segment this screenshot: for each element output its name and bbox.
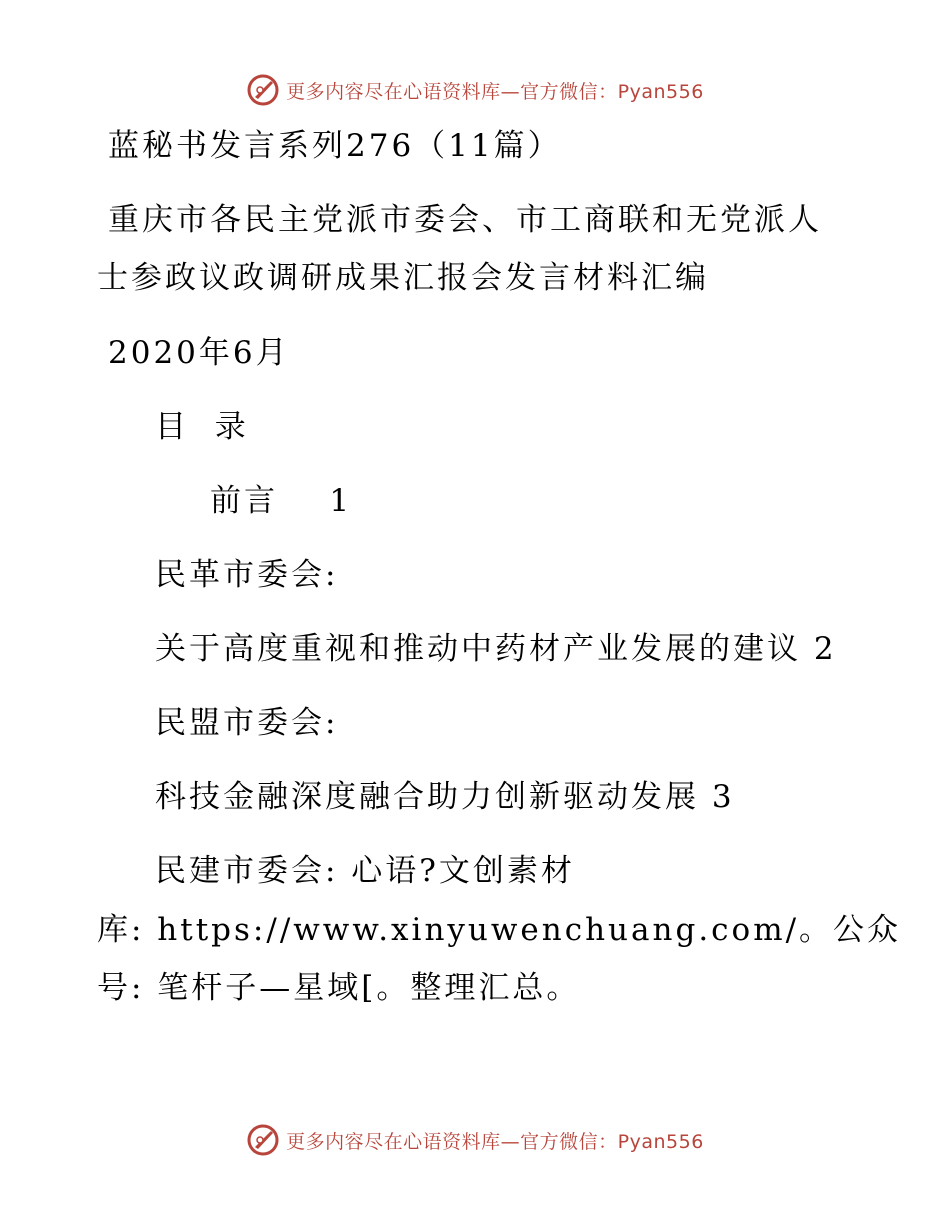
watermark-footer [0, 1120, 950, 1160]
toc-section-minjian: 民建市委会: 心语?文创素材 [155, 853, 575, 889]
watermark-text: 更多内容尽在心语资料库—官方微信：Pyan556 [286, 80, 704, 103]
main-title-line-2: 士参政议政调研成果汇报会发言材料汇编 [97, 260, 709, 296]
quill-seal-icon [246, 1123, 280, 1157]
toc-section-minge: 民革市委会: [155, 557, 339, 593]
document-date: 2020年6月 [108, 335, 290, 371]
toc-section-minmeng: 民盟市委会: [155, 705, 339, 741]
quill-seal-icon [246, 73, 280, 107]
footer-line-2: 号: 笔杆子—星域[。整理汇总。 [97, 970, 581, 1006]
toc-heading: 目 录 [155, 409, 249, 445]
main-title-line-1: 重庆市各民主党派市委会、市工商联和无党派人 [108, 202, 822, 238]
toc-entry-preface[interactable]: 前言 1 [210, 483, 353, 519]
series-title: 蓝秘书发言系列276（11篇） [108, 128, 562, 164]
watermark-header [0, 70, 950, 110]
toc-entry-tcm-industry[interactable]: 关于高度重视和推动中药材产业发展的建议 2 [155, 631, 837, 667]
footer-line-1: 库: https://www.xinyuwenchuang.com/。公众 [97, 912, 902, 948]
watermark-text: 更多内容尽在心语资料库—官方微信：Pyan556 [286, 1130, 704, 1153]
toc-entry-tech-finance[interactable]: 科技金融深度融合助力创新驱动发展 3 [155, 779, 735, 815]
